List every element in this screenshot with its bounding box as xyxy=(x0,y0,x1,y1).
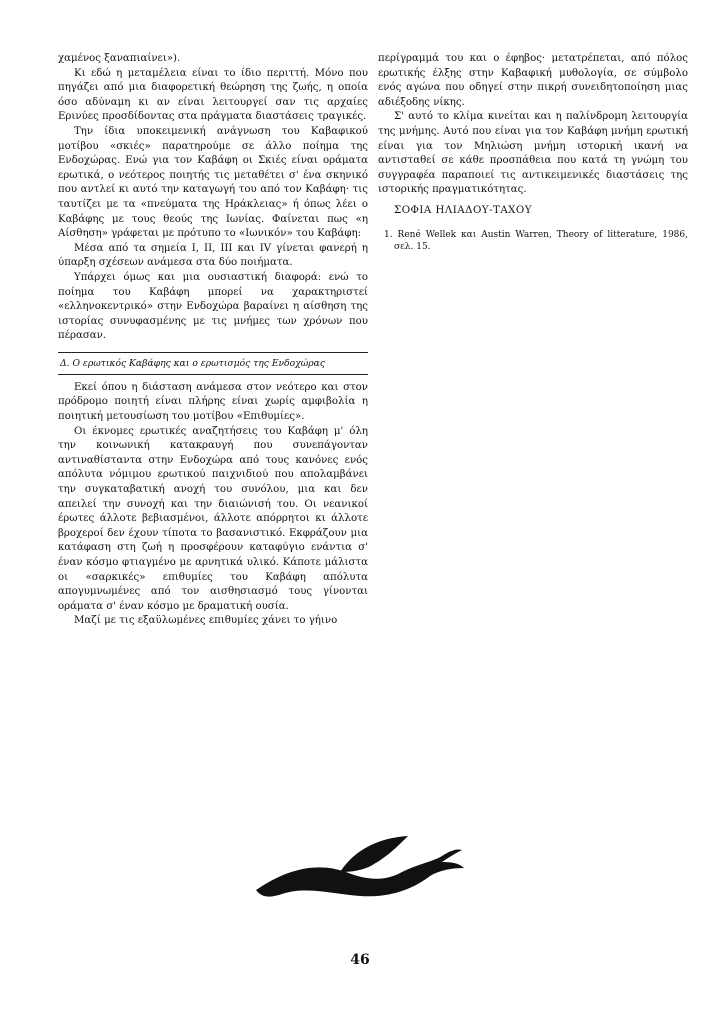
paragraph: Μαζί με τις εξαϋλωμένες επιθυμίες χάνει το γήινο xyxy=(74,615,338,627)
paragraph: Την ίδια υποκειμενική ανάγνωση του Καβαφικού μοτίβου «σκιές» παρατηρούμε σε άλλο ποίημα της Ενδοχώρας. Ενώ για τον Καβάφη οι Σκιές είναι οράματα ερωτικά, ο νεότερος ποιητής τις μεταθέτει σ' ένα σκηνικό που αντλεί κι αυτό την καταγωγή του από τον Καβάφη· τις ταυτίζει με τα «πνεύματα της Ηράκλειας» ή όπως λέει ο Καβάφης με τους θεούς της Ιωνίας. Φαίνεται πως «η Αίσθηση» γράφεται με πρότυπο το «Ιωνικόν» του Καβάφη: xyxy=(58,125,368,240)
paragraph: χαμένος ξαναπιαίνει»). xyxy=(58,53,181,64)
paragraph: Κι εδώ η μεταμέλεια είναι το ίδιο περιττή. Μόνο που πηγάζει από μια διαφορετική θεώρηση της ζωής, η οποία όσο αδύναμη κι αν είναι λειτουργεί σαν τις αρχαίες Ερινύες προσδίδοντας στα πράγματα διαστάσεις τραγικές. xyxy=(58,67,368,123)
footnote: 1. René Wellek και Austin Warren, Theory of litterature, 1986, σελ. 15. xyxy=(384,229,688,253)
bird-ornament-icon xyxy=(248,828,468,920)
author-signature: ΣΟΦΙΑ ΗΛΙΑΔΟΥ-ΤΑΧΟΥ xyxy=(394,204,533,216)
left-column xyxy=(58,52,368,629)
paragraph: Μέσα από τα σημεία Ι, ΙΙ, ΙΙΙ και ΙV γίνεται φανερή η ύπαρξη σχέσεων ανάμεσα στα δύο ποιήματα. xyxy=(58,242,368,269)
right-column xyxy=(378,52,688,254)
paragraph: Οι έκνομες ερωτικές αναζητήσεις του Καβάφη μ' όλη την κοινωνική κατακραυγή που συνεπάγονταν αντιναθίσταντα στην Ενδοχώρα από τους κανόνες ενός απόλυτα νόμιμου ερωτικού παιχνιδιού που απολαμβάνει την συγκαταβατική ανοχή του συνόλου, μια και δεν απειλεί την συνοχή και την διαιώνισή του. Οι νεανικοί έρωτες άλλοτε βεβιασμένοι, άλλοτε απόρρητοι κι άλλοτε βροχεροί δεν έχουν τίποτα το βασανιστικό. Εκφράζουν μια κατάφαση στη ζωή η προσφέρουν καταφύγιο ενάντια σ' έναν κόσμο φτιαγμένο με αρνητικά υλικό. Κάποτε μάλιστα οι «σαρκικές» επιθυμίες του Καβάφη απόλυτα απογυμνωμένες από τον αισθησιασμό τους γίνονται οράματα σ' έναν κόσμο με δραματική ουσία. xyxy=(58,425,368,612)
paragraph: Σ' αυτό το κλίμα κινείται και η παλίνδρομη λειτουργία της μνήμης. Αυτό που είναι για τον Καβάφη μνήμη ερωτική είναι για τον Μηλιώση μνήμη ιστορική ικανή να αντισταθεί σε κάθε προσπάθεια που κατά τη γνώμη του συγγραφέα παραποιεί τις αντικειμενικές διαστάσεις της ιστορικής πραγματικότητας. xyxy=(378,111,688,196)
paragraph: περίγραμμά του και ο έφηβος· μετατρέπεται, από πόλος ερωτικής έλξης στην Καβαφική μυθολογία, σε σύμβολο ενός αγώνα που οδηγεί στην πικρή συνειδητοποίηση μιας αδιέξοδης νίκης. xyxy=(378,53,688,108)
page-number: 46 xyxy=(350,952,370,968)
paragraph: Εκεί όπου η διάσταση ανάμεσα στον νεότερο και στον πρόδρομο ποιητή είναι πλήρης είναι χωρίς αμφιβολία η ποιητική μετουσίωση του μοτίβου «Επιθυμίες». xyxy=(58,381,368,423)
paragraph: Υπάρχει όμως και μια ουσιαστική διαφορά: ενώ το ποίημα του Καβάφη μπορεί να χαρακτηριστεί «ελληνοκεντρικό» στην Ενδοχώρα βαραίνει η αίσθηση της ιστορίας συνυφασμένης με τις μνήμες των χρόνων που πέρασαν. xyxy=(58,271,368,342)
section-heading: Δ. Ο ερωτικός Καβάφης και ο ερωτισμός της Ενδοχώρας xyxy=(58,352,368,375)
